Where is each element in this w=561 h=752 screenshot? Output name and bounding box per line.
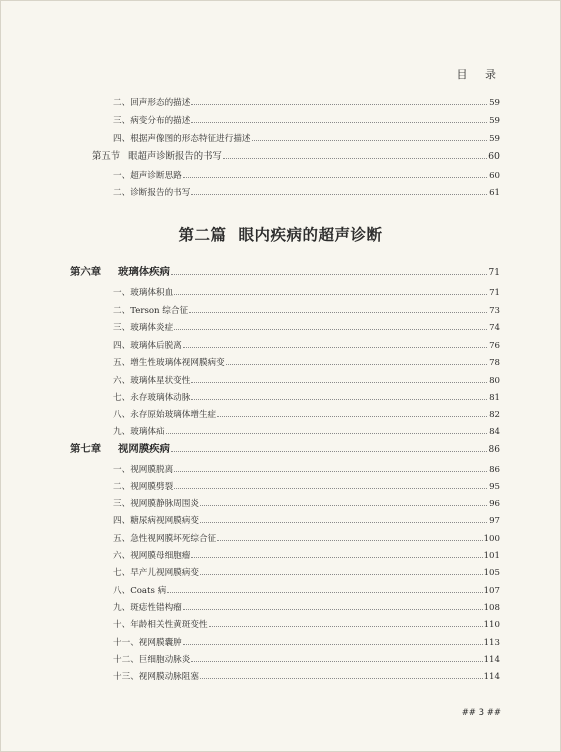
toc-entry[interactable] bbox=[113, 305, 500, 317]
toc-entry[interactable] bbox=[113, 498, 500, 510]
toc-leader-dots bbox=[217, 409, 487, 417]
toc-leader-dots bbox=[191, 392, 487, 400]
toc-entry[interactable] bbox=[113, 170, 500, 182]
toc-entry-page: 61 bbox=[489, 188, 500, 198]
toc-entry[interactable] bbox=[113, 409, 500, 421]
toc-leader-dots bbox=[217, 533, 482, 541]
toc-leader-dots bbox=[171, 267, 487, 275]
toc-entry-label: 二、Terson 综合征 bbox=[113, 306, 189, 316]
toc-entry-page: 114 bbox=[483, 655, 500, 665]
toc-leader-dots bbox=[191, 550, 482, 558]
toc-entry-label: 十二、巨细胞动脉炎 bbox=[113, 655, 191, 665]
toc-entry[interactable] bbox=[113, 637, 500, 649]
toc-leader-dots bbox=[191, 654, 482, 662]
toc-entry-page: 59 bbox=[489, 116, 500, 126]
toc-entry-page: 96 bbox=[489, 499, 500, 509]
toc-chapter-number: 第六章 bbox=[70, 266, 102, 278]
toc-section-page: 60 bbox=[488, 151, 500, 162]
toc-entry-page: 86 bbox=[489, 465, 500, 475]
toc-entry-page: 113 bbox=[483, 638, 500, 648]
toc-chapter-entry[interactable] bbox=[70, 266, 500, 279]
toc-entry-label: 四、玻璃体后脱离 bbox=[113, 341, 182, 351]
toc-entry-page: 105 bbox=[483, 568, 500, 578]
toc-chapter-page: 71 bbox=[488, 268, 500, 278]
toc-leader-dots bbox=[191, 375, 487, 383]
toc-leader-dots bbox=[183, 637, 483, 645]
toc-leader-dots bbox=[200, 515, 487, 523]
toc-entry-label: 五、增生性玻璃体视网膜病变 bbox=[113, 358, 225, 368]
toc-entry[interactable] bbox=[113, 97, 500, 109]
toc-chapter-page: 86 bbox=[488, 445, 500, 455]
toc-entry[interactable] bbox=[113, 133, 500, 145]
toc-entry-label: 七、早产儿视网膜病变 bbox=[113, 568, 199, 578]
toc-entry[interactable] bbox=[113, 671, 500, 683]
toc-entry-page: 97 bbox=[489, 516, 500, 526]
toc-leader-dots bbox=[174, 287, 487, 295]
toc-entry[interactable] bbox=[113, 585, 500, 597]
toc-entry-page: 95 bbox=[489, 482, 500, 492]
toc-chapter-title: 玻璃体疾病 bbox=[118, 266, 170, 278]
toc-entry-label: 三、视网膜静脉周围炎 bbox=[113, 499, 199, 509]
toc-leader-dots bbox=[174, 481, 487, 489]
toc-leader-dots bbox=[171, 444, 487, 452]
toc-entry[interactable] bbox=[113, 533, 500, 545]
toc-leader-dots bbox=[191, 97, 487, 105]
toc-entry-page: 73 bbox=[489, 306, 500, 316]
toc-entry-label: 二、诊断报告的书写 bbox=[113, 188, 191, 198]
toc-entry[interactable] bbox=[113, 357, 500, 369]
toc-entry[interactable] bbox=[113, 340, 500, 352]
toc-entry-page: 78 bbox=[489, 358, 500, 368]
toc-entry[interactable] bbox=[113, 619, 500, 631]
toc-entry-label: 一、视网膜脱离 bbox=[113, 465, 174, 475]
page-header-title: 目 录 bbox=[456, 68, 503, 81]
toc-entry-label: 十一、视网膜囊肿 bbox=[113, 638, 182, 648]
toc-leader-dots bbox=[174, 322, 487, 330]
toc-entry[interactable] bbox=[113, 287, 500, 299]
toc-entry-page: 114 bbox=[483, 672, 500, 682]
toc-entry-label: 四、根据声像图的形态特征进行描述 bbox=[113, 134, 251, 144]
page-number-footer: ## 3 ## bbox=[461, 708, 501, 718]
toc-leader-dots bbox=[183, 602, 483, 610]
toc-leader-dots bbox=[200, 671, 483, 679]
part-title bbox=[0, 223, 561, 245]
toc-leader-dots bbox=[189, 305, 487, 313]
toc-entry-label: 十三、视网膜动脉阻塞 bbox=[113, 672, 199, 682]
toc-leader-dots bbox=[226, 357, 487, 365]
toc-leader-dots bbox=[200, 498, 487, 506]
toc-leader-dots bbox=[209, 619, 483, 627]
toc-entry-label: 八、永存原始玻璃体增生症 bbox=[113, 410, 217, 420]
toc-entry-page: 100 bbox=[483, 534, 500, 544]
toc-entry[interactable] bbox=[113, 481, 500, 493]
toc-entry-label: 六、玻璃体星状变性 bbox=[113, 376, 191, 386]
toc-entry-page: 60 bbox=[489, 171, 500, 181]
toc-entry[interactable] bbox=[113, 550, 500, 562]
toc-leader-dots bbox=[191, 187, 487, 195]
toc-entry[interactable] bbox=[113, 602, 500, 614]
toc-section-title: 眼超声诊断报告的书写 bbox=[128, 151, 222, 162]
toc-entry-label: 三、病变分布的描述 bbox=[113, 116, 191, 126]
toc-entry[interactable] bbox=[113, 115, 500, 127]
toc-entry-label: 四、糖尿病视网膜病变 bbox=[113, 516, 199, 526]
toc-entry-label: 三、玻璃体炎症 bbox=[113, 323, 174, 333]
toc-entry-page: 74 bbox=[489, 323, 500, 333]
toc-leader-dots bbox=[174, 464, 487, 472]
toc-entry-page: 101 bbox=[483, 551, 500, 561]
toc-entry-label: 一、超声诊断思路 bbox=[113, 171, 182, 181]
toc-entry-page: 107 bbox=[483, 586, 500, 596]
toc-leader-dots bbox=[183, 170, 487, 178]
toc-entry-label: 六、视网膜母细胞瘤 bbox=[113, 551, 191, 561]
toc-leader-dots bbox=[223, 151, 487, 159]
toc-entry[interactable] bbox=[113, 392, 500, 404]
toc-leader-dots bbox=[167, 585, 482, 593]
toc-entry-page: 81 bbox=[489, 393, 500, 403]
toc-entry[interactable] bbox=[113, 187, 500, 199]
toc-entry-page: 82 bbox=[489, 410, 500, 420]
toc-leader-dots bbox=[183, 340, 487, 348]
toc-entry[interactable] bbox=[113, 464, 500, 476]
toc-entry-page: 76 bbox=[489, 341, 500, 351]
toc-entry-label: 八、Coats 病 bbox=[113, 586, 167, 596]
toc-entry-page: 59 bbox=[489, 134, 500, 144]
toc-section-entry[interactable] bbox=[92, 151, 500, 163]
toc-chapter-number: 第七章 bbox=[70, 443, 102, 455]
toc-leader-dots bbox=[166, 426, 487, 434]
toc-entry-label: 九、玻璃体疝 bbox=[113, 427, 165, 437]
toc-entry-page: 59 bbox=[489, 98, 500, 108]
toc-leader-dots bbox=[200, 567, 483, 575]
toc-entry[interactable] bbox=[113, 426, 500, 438]
toc-entry-label: 九、斑痣性错构瘤 bbox=[113, 603, 182, 613]
toc-chapter-title: 视网膜疾病 bbox=[118, 443, 170, 455]
toc-entry-label: 二、视网膜劈裂 bbox=[113, 482, 174, 492]
toc-entry[interactable] bbox=[113, 515, 500, 527]
toc-entry-page: 84 bbox=[489, 427, 500, 437]
toc-chapter-entry[interactable] bbox=[70, 443, 500, 456]
toc-entry-page: 110 bbox=[483, 620, 500, 630]
toc-entry-label: 十、年龄相关性黄斑变性 bbox=[113, 620, 208, 630]
toc-entry[interactable] bbox=[113, 567, 500, 579]
toc-entry[interactable] bbox=[113, 375, 500, 387]
toc-entry-page: 108 bbox=[483, 603, 500, 613]
part-number: 第二篇 bbox=[178, 225, 227, 244]
toc-entry-label: 五、急性视网膜坏死综合征 bbox=[113, 534, 217, 544]
toc-entry-page: 71 bbox=[489, 288, 500, 298]
toc-entry[interactable] bbox=[113, 654, 500, 666]
toc-entry-page: 80 bbox=[489, 376, 500, 386]
toc-leader-dots bbox=[252, 133, 487, 141]
toc-entry-label: 二、回声形态的描述 bbox=[113, 98, 191, 108]
toc-leader-dots bbox=[191, 115, 487, 123]
toc-entry-label: 一、玻璃体积血 bbox=[113, 288, 174, 298]
part-name: 眼内疾病的超声诊断 bbox=[238, 225, 383, 244]
toc-entry-label: 七、永存玻璃体动脉 bbox=[113, 393, 191, 403]
toc-entry[interactable] bbox=[113, 322, 500, 334]
toc-section-number: 第五节 bbox=[92, 151, 121, 162]
